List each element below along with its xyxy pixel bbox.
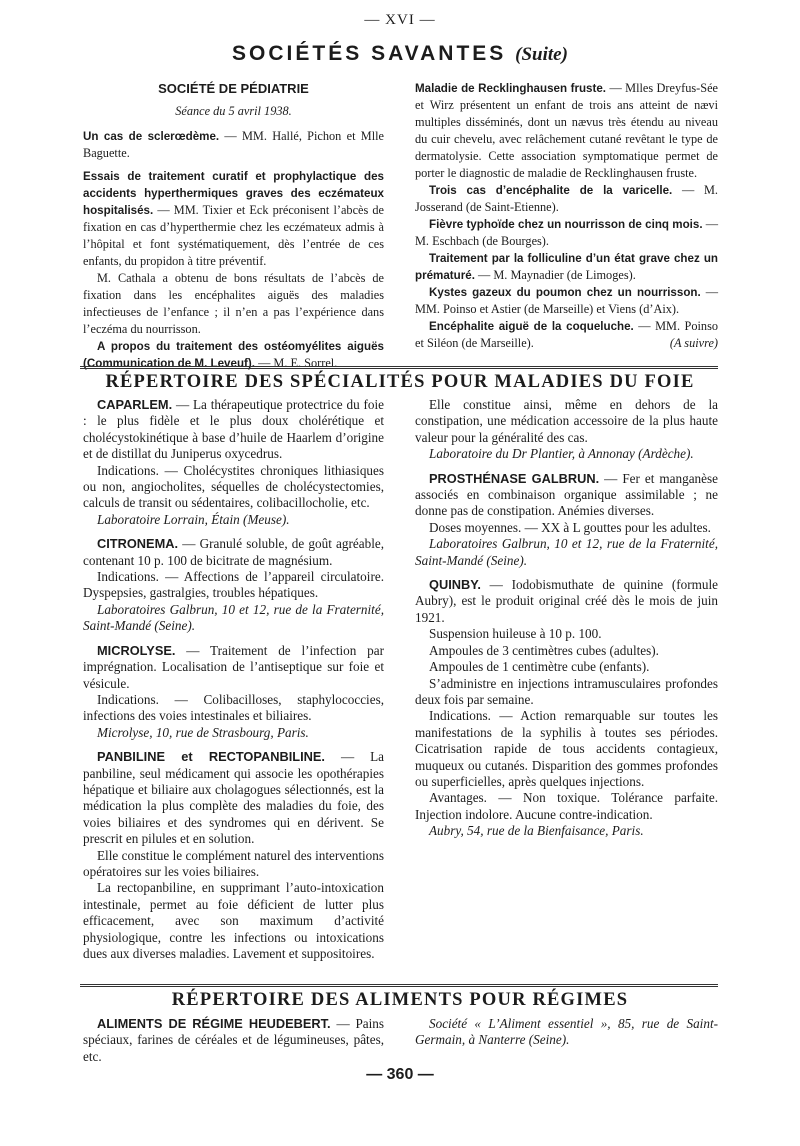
quinby-suspension: Suspension huileuse à 10 p. 100. [429, 626, 602, 642]
item-recklinghausen: Maladie de Recklinghausen fruste. — Mlles Dreyfus-Sée et Wirz présentent un enfant de trois ans atteint de nævi multiples disséminés, dont un nævus très étendu au niveau du cuir chevelu, avec relâchement cutané revêtant le type de dermatolysie. Cette association symptomatique permet de porter le diagnostic de maladie de Recklinghausen fruste. [415, 81, 718, 180]
panbiline-complement: Elle constitue le complément naturel des interventions opératoires sur les voies biliaires. [83, 847, 384, 879]
entry-panbiline: PANBILINE et RECTOPANBILINE. — La panbiline, seul médicament qui associe les opothérapies hépatique et biliaire aux cholagogues sélectionnés, est la médication la plus complète des maladies du foie, des voies biliaires et des syndromes qui en dérivent. Se prescrit en pilules et en solution. [83, 749, 384, 847]
entry-microlyse: MICROLYSE. — Traitement de l’infection par imprégnation. Localisation de l’antiseptique sur foie et vésicule. [83, 642, 384, 691]
page-number: — 360 — [366, 1066, 434, 1083]
microlyse-lab: Microlyse, 10, rue de Strasbourg, Paris. [97, 724, 309, 740]
societe-left-column [83, 80, 384, 372]
panbiline-rectopanbiline: La rectopanbiline, en supprimant l’auto-intoxication intestinale, permet au foie déficient de lutter plus efficacement, avec son maximum d’activité physiologique, contre les infections ou intoxications dues aux diverses maladies. Lavement et suppositoires. [83, 880, 384, 961]
main-title-text: SOCIÉTÉS SAVANTES [232, 42, 507, 65]
item-coqueluche: Encéphalite aiguë de la coqueluche. — MM. Poinso et Siléon (de Marseille). (A suivre) [415, 319, 718, 350]
panbiline-lab: Laboratoire du Dr Plantier, à Annonay (Ardèche). [429, 446, 694, 462]
a-suivre: (A suivre) [669, 336, 718, 350]
item-varicelle: Trois cas d’encéphalite de la varicelle. — M. Josserand (de Saint-Etienne). [415, 183, 718, 214]
aliments-right-column [415, 1016, 718, 1049]
entry-prosthenase: PROSTHÉNASE GALBRUN. — Fer et manganèse associés en combinaison organique assimilable ; ne donne pas de constipation. Anémies diverses. [415, 470, 718, 519]
item-folliculine: Traitement par la folliculine d’un état grave chez un prématuré. — M. Maynadier (de Limoges). [415, 252, 718, 282]
microlyse-indications: Indications. — Colibacilloses, staphylococcies, infections des voies intestinales et biliaires. [83, 691, 384, 724]
item-osteomyelites: A propos du traitement des ostéomyélites aiguës (Communication de M. Leveuf). — M. E. Sorrel. [83, 340, 384, 370]
foie-left-column [83, 397, 384, 962]
item-hyperthermie: Essais de traitement curatif et prophylactique des accidents hyperthermiques graves des eczémateux hospitalisés. — MM. Tixier et Eck préconisent l’abcès de fixation en cas d’hyperthermie chez les eczémateux admis à l’hôpital et font systématiquement, dès l’entrée de ces enfants, du propidon à titre préventif. [83, 170, 385, 268]
entry-quinby: QUINBY. — Iodobismuthate de quinine (formule Aubry), est le produit original créé dès le mois de juin 1921. [415, 577, 719, 625]
repertoire-foie-title: RÉPERTOIRE DES SPÉCIALITÉS POUR MALADIES DU FOIE [105, 372, 695, 392]
caparlem-indications: Indications. — Cholécystites chroniques lithiasiques ou non, angiocholites, séquelles de cholécystectomies, calculs de transit ou sédentaires, colibacillocholie, etc. [83, 462, 384, 511]
aliments-left-column [83, 1016, 384, 1065]
panbiline-constipation: Elle constitue ainsi, même en dehors de la constipation, une médication accessoire de la plus haute valeur pour la généralité des cas. [415, 397, 718, 445]
prosthenase-lab: Laboratoires Galbrun, 10 et 12, rue de la Fraternité, Saint-Mandé (Seine). [415, 536, 718, 568]
quinby-ampoules-adultes: Ampoules de 3 centimètres cubes (adultes). [429, 642, 659, 658]
caparlem-lab: Laboratoire Lorrain, Étain (Meuse). [97, 511, 290, 527]
quinby-administration: S’administre en injections intramusculaires profondes deux fois par semaine. [415, 675, 718, 707]
entry-caparlem: CAPARLEM. — La thérapeutique protectrice du foie : le plus fidèle et le plus doux cholérétique et cholécystokinétique à base d’huile de Haarlem d’origine et de distillat du Juniperus oxycedrus. [83, 397, 384, 462]
main-title [0, 42, 800, 66]
entry-citronema: CITRONEMA. — Granulé soluble, de goût agréable, contenant 10 p. 100 de bicitrate de magnésium. [83, 536, 385, 568]
page-roman-numeral: — XVI — [364, 12, 436, 28]
item-sclerodeme: Un cas de sclerœdème. — MM. Hallé, Pichon et Mlle Baguette. [83, 129, 384, 160]
heudebert-lab: Société « L’Aliment essentiel », 85, rue de Saint-Germain, à Nanterre (Seine). [415, 1016, 718, 1048]
quinby-avantages: Avantages. — Non toxique. Tolérance parfaite. Injection indolore. Aucune contre-indication. [415, 790, 718, 822]
quinby-lab: Aubry, 54, rue de la Bienfaisance, Paris. [429, 823, 644, 839]
item-cathala: M. Cathala a obtenu de bons résultats de l’abcès de fixation dans les encéphalites aiguës des maladies infectieuses de l’enfance ; il n’en a pas l’expérience dans l’eczéma du nourrisson. [83, 271, 384, 336]
item-kystes: Kystes gazeux du poumon chez un nourrisson. — MM. Poinso et Astier (de Marseille) et Viens (d’Aix). [415, 285, 719, 316]
societe-right-column [415, 80, 718, 352]
prosthenase-doses: Doses moyennes. — XX à L gouttes pour les adultes. [429, 519, 711, 535]
foie-right-column [415, 397, 718, 840]
section-divider-aliments [80, 984, 718, 987]
section-divider-foie [80, 366, 718, 369]
seance-date: Séance du 5 avril 1938. [175, 104, 292, 118]
main-title-suffix: (Suite) [515, 44, 568, 65]
citronema-lab: Laboratoires Galbrun, 10 et 12, rue de la Fraternité, Saint-Mandé (Seine). [83, 601, 384, 634]
entry-heudebert: ALIMENTS DE RÉGIME HEUDEBERT. — Pains spéciaux, farines de céréales et de légumineuses, pâtes, etc. [83, 1016, 385, 1064]
societe-title: SOCIÉTÉ DE PÉDIATRIE [158, 81, 309, 96]
quinby-indications: Indications. — Action remarquable sur toutes les manifestations de la syphilis à toutes ses périodes. Cicatrisation rapide de tous accidents contagieux, muqueux ou cutanés. Disparition des gommes profondes ou superficielles, après quelques injections. [415, 708, 718, 789]
repertoire-aliments-title: RÉPERTOIRE DES ALIMENTS POUR RÉGIMES [171, 990, 629, 1010]
item-typhoide: Fièvre typhoïde chez un nourrisson de cinq mois. — M. Eschbach (de Bourges). [415, 217, 718, 248]
quinby-ampoules-enfants: Ampoules de 1 centimètre cube (enfants). [429, 659, 650, 675]
citronema-indications: Indications. — Affections de l’appareil circulatoire. Dyspepsies, gastralgies, troubles hépatiques. [83, 569, 384, 601]
